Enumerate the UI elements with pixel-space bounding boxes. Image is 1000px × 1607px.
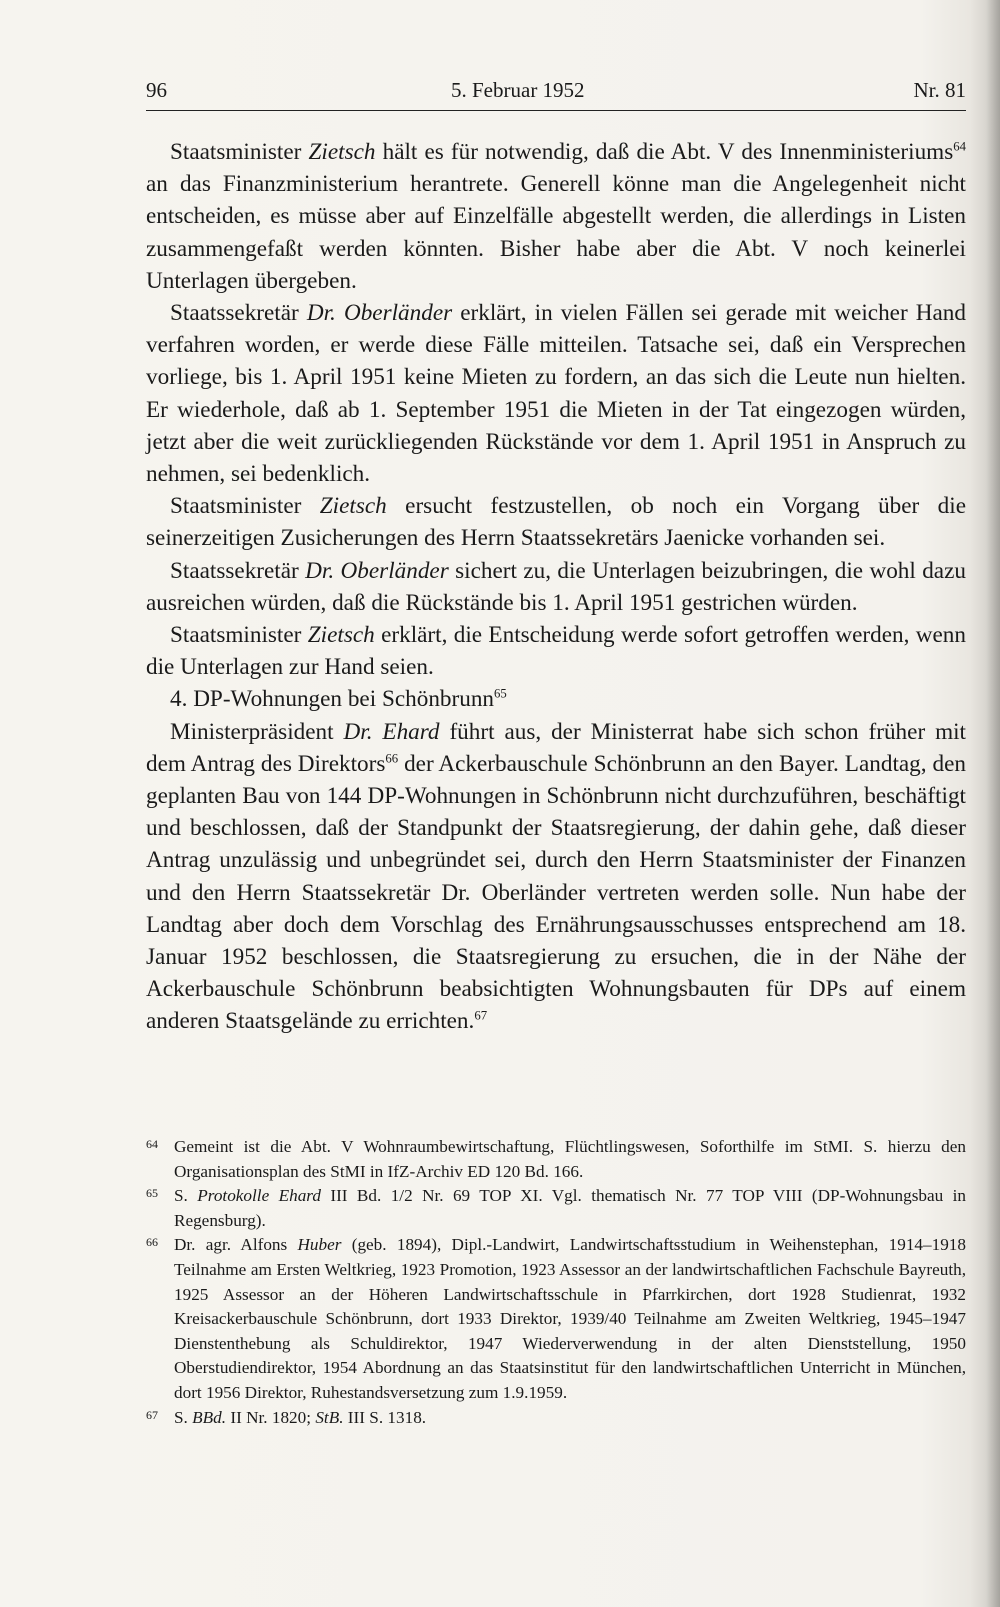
running-header	[146, 78, 966, 108]
header-date: 5. Februar 1952	[451, 78, 585, 102]
text-run: sichert zu, die Unterlagen beizubringen, die wohl dazu ausreichen würden, daß die Rückstände bis 1. April 1951 gestrichen würden.	[146, 557, 966, 616]
footnote	[146, 1135, 966, 1184]
text-run: der Ackerbauschule Schönbrunn an den Bayer. Landtag, den geplanten Bau von 144 DP-Wohnungen in Schönbrunn nicht durchzuführen, beschäftigt und beschlossen, daß der Standpunkt der Staatsregierung, der dahin gehe, daß dieser Antrag unzulässig und unbegründet sei, durch den Herrn Staatsminister der Finanzen und den Herrn Staatssekretär Dr. Oberländer vertreten werden solle. Nun habe der Landtag aber doch dem Vorschlag des Ernährungsausschusses entsprechend am 18. Januar 1952 beschlossen, die Staatsregierung zu ersuchen, die in der Nähe der Ackerbauschule Schönbrunn beabsichtigten Wohnungsbauten für DPs auf einem anderen Staatsgelände zu errichten.	[146, 750, 966, 1035]
footnote-ref: 64	[953, 139, 966, 154]
text-run: Staatsminister	[170, 139, 309, 165]
footnote-ref: 65	[494, 686, 507, 701]
italic-name: Huber	[297, 1235, 342, 1255]
italic-name: Zietsch	[319, 493, 387, 520]
paragraph	[146, 716, 966, 1038]
text-run: an das Finanzministerium herantrete. Generell könne man die Angelegenheit nicht entscheiden, es müsse aber auf Einzelfälle abgestellt werden, die allerdings in Listen zusammengefaßt werden könnten. Bisher habe aber die Abt. V noch keinerlei Unterlagen übergeben.	[146, 171, 966, 294]
footnote	[146, 1184, 966, 1233]
text-run: Staatsminister	[170, 622, 308, 649]
italic-name: Protokolle Ehard	[197, 1186, 321, 1206]
text-run: ersucht festzustellen, ob noch ein Vorgang über die seinerzeitigen Zusicherungen des Herrn Staatssekretärs Jaenicke vorhanden sei.	[146, 493, 966, 552]
page-edge-shadow	[986, 0, 1000, 1607]
italic-name: Dr. Oberländer	[305, 557, 449, 584]
text-run: III Bd. 1/2 Nr. 69 TOP XI. Vgl. thematisch Nr. 77 TOP VIII (DP-Wohnungsbau in Regensburg).	[174, 1186, 966, 1230]
footnote-number: 66	[146, 1235, 158, 1250]
italic-name: Dr. Ehard	[343, 718, 440, 745]
text-run: III S. 1318.	[343, 1407, 427, 1427]
text-run: (geb. 1894), Dipl.-Landwirt, Landwirtschaftsstudium in Weihenstephan, 1914–1918 Teilnahme am Ersten Weltkrieg, 1923 Promotion, 1923 Assessor an der landwirtschaftlichen Fachschule Bayreuth, 1925 Assessor an der Höheren Landwirtschaftsschule in Pfarrkirchen, dort 1928 Studienrat, 1932 Kreisackerbauschule Schönbrunn, dort 1933 Direktor, 1939/40 Teilnahme am Zweiten Weltkrieg, 1945–1947 Dienstenthebung als Schuldirektor, 1947 Wiederverwendung in der alten Dienststellung, 1950 Oberstudiendirektor, 1954 Abordnung an das Staatsinstitut für den landwirtschaftlichen Unterricht in München, dort 1956 Direktor, Ruhestandsversetzung zum 1.9.1959.	[174, 1235, 966, 1402]
text-run: S.	[174, 1407, 193, 1427]
text-run: Gemeint ist die Abt. V Wohnraumbewirtschaftung, Flüchtlingswesen, Soforthilfe im StMI. S. hierzu den Organisationsplan des StMI in IfZ-Archiv ED 120 Bd. 166.	[174, 1137, 966, 1181]
footnotes	[146, 1135, 966, 1430]
paragraph	[146, 555, 966, 619]
footnote	[146, 1406, 966, 1431]
text-run: führt aus, der Ministerrat habe sich schon früher mit dem Antrag des Direktors	[146, 718, 967, 777]
footnote-number: 67	[146, 1407, 158, 1422]
italic-name: Zietsch	[307, 622, 375, 649]
header-rule	[146, 110, 966, 111]
page-number: 96	[146, 78, 167, 102]
italic-name: Dr. Oberländer	[306, 300, 453, 327]
footnote-number: 65	[146, 1186, 158, 1201]
document-number: Nr. 81	[913, 78, 966, 102]
text-run: S.	[174, 1186, 198, 1206]
text-run: 4. DP-Wohnungen bei Schönbrunn	[170, 686, 495, 713]
italic-name: StB.	[315, 1407, 344, 1427]
text-run: Ministerpräsident	[170, 718, 344, 745]
main-text	[146, 136, 966, 1038]
footnote-ref: 66	[385, 751, 399, 766]
paragraph	[146, 490, 966, 554]
text-run: Staatssekretär	[170, 557, 306, 584]
text-run: erklärt, die Entscheidung werde sofort getroffen werden, wenn die Unterlagen zur Hand seien.	[146, 622, 966, 681]
paragraph	[146, 136, 966, 297]
text-run: II Nr. 1820;	[226, 1407, 316, 1427]
paragraph	[146, 297, 966, 490]
text-run: Staatssekretär	[170, 300, 307, 327]
text-run: erklärt, in vielen Fällen sei gerade mit weicher Hand verfahren worden, er werde diese Fälle mitteilen. Tatsache sei, daß ein Versprechen vorliege, bis 1. April 1951 keine Mieten zu fordern, an das sich die Leute nun hielten. Er wiederhole, daß ab 1. September 1951 die Mieten in der Tat eingezogen würden, jetzt aber die weit zurückliegenden Rückstände vor dem 1. April 1951 in Anspruch zu nehmen, sei bedenklich.	[146, 300, 966, 488]
footnote	[146, 1233, 966, 1405]
footnote-ref: 67	[474, 1008, 488, 1023]
footnote-number: 64	[146, 1137, 158, 1151]
paragraph	[146, 619, 966, 683]
italic-name: BBd.	[192, 1407, 227, 1427]
italic-name: Zietsch	[308, 139, 376, 165]
text-run: Staatsminister	[170, 493, 320, 520]
section-heading	[146, 683, 966, 715]
text-run: hält es für notwendig, daß die Abt. V des Innenministeriums	[375, 139, 954, 165]
text-run: Dr. agr. Alfons	[174, 1235, 298, 1255]
